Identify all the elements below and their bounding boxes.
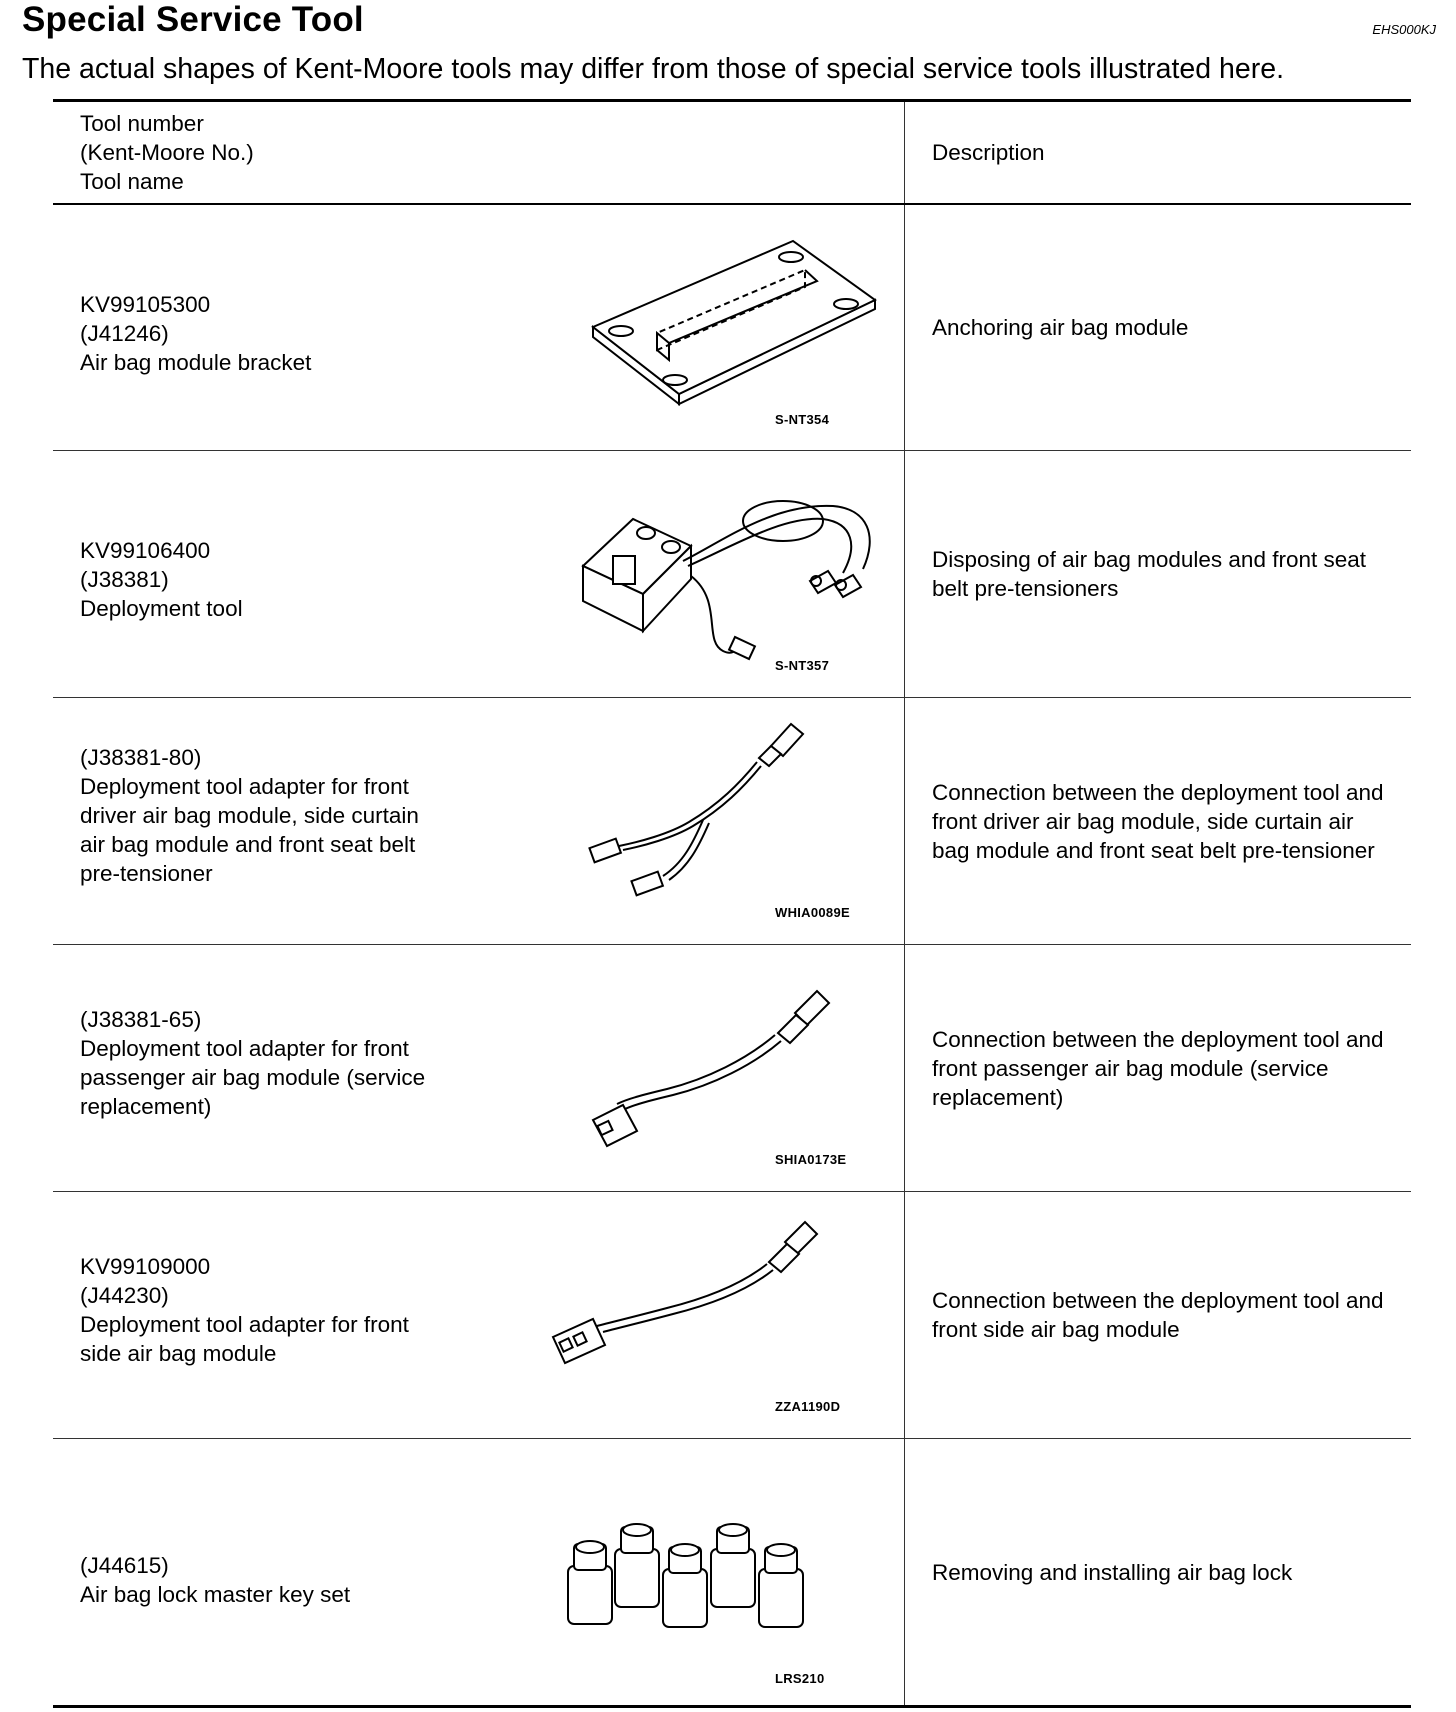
tool-name-line: pre-tensioner: [80, 861, 213, 886]
bracket-plate-icon: [523, 205, 903, 452]
tool-name-line: side air bag module: [80, 1341, 277, 1366]
tool-name: Air bag lock master key set: [80, 1582, 351, 1607]
kent-moore-number: (J38381): [80, 567, 169, 592]
tool-cell: [53, 945, 905, 1192]
header-description-cell: Description: [905, 101, 1412, 204]
page-subtitle: The actual shapes of Kent-Moore tools may differ from those of special service tools illustrated here.: [22, 53, 1285, 85]
figure-code: S-NT357: [775, 658, 830, 673]
deployment-tool-icon: [523, 451, 903, 698]
description-cell: Connection between the deployment tool and front driver air bag module, side curtain air bag module and front seat belt pre-tensioner: [905, 698, 1412, 945]
kent-moore-number: (J41246): [80, 320, 169, 346]
header-tool-line: (Kent-Moore No.): [80, 139, 254, 165]
description-cell: Removing and installing air bag lock: [905, 1439, 1412, 1707]
kent-moore-number: (J38381-65): [80, 1007, 202, 1032]
header-tool-line: Tool number: [80, 110, 204, 136]
description-cell: Connection between the deployment tool and front side air bag module: [905, 1192, 1412, 1439]
tool-name-line: Deployment tool adapter for front: [80, 1312, 409, 1337]
tool-name-line: passenger air bag module (service: [80, 1065, 426, 1090]
kent-moore-number: (J44615): [80, 1553, 169, 1578]
description-cell: Connection between the deployment tool and front passenger air bag module (service replacement): [905, 945, 1412, 1192]
special-service-tool-table: [53, 99, 1411, 1708]
tool-cell: [53, 1192, 905, 1439]
figure-code: ZZA1190D: [775, 1399, 841, 1414]
key-socket-set-icon: [523, 1439, 903, 1707]
figure-code: WHIA0089E: [775, 905, 850, 920]
tool-name-line: air bag module and front seat belt: [80, 832, 416, 857]
description-cell: Anchoring air bag module: [932, 314, 1189, 340]
tool-name-line: replacement): [80, 1094, 212, 1119]
tool-number: KV99109000: [80, 1254, 211, 1279]
tool-name-line: driver air bag module, side curtain: [80, 803, 419, 828]
table-row: [53, 1439, 1411, 1707]
tool-number: KV99105300: [80, 291, 211, 317]
kent-moore-number: (J44230): [80, 1283, 169, 1308]
table-row: [53, 451, 1411, 698]
tool-cell: [53, 204, 905, 451]
table-header-row: [53, 101, 1411, 204]
tool-cell: [53, 451, 905, 698]
table-row: [53, 945, 1411, 1192]
document-id: EHS000KJ: [1372, 22, 1436, 37]
tool-name-line: Deployment tool adapter for front: [80, 1036, 409, 1061]
tool-name: Air bag module bracket: [80, 349, 312, 375]
tool-cell: [53, 1439, 905, 1707]
tool-cell: [53, 698, 905, 945]
tool-name: Deployment tool: [80, 596, 243, 621]
figure-code: SHIA0173E: [775, 1152, 847, 1167]
table-row: [53, 698, 1411, 945]
table-row: [53, 204, 1411, 451]
description-cell: Disposing of air bag modules and front seat belt pre-tensioners: [905, 451, 1412, 698]
tool-number: KV99106400: [80, 538, 211, 563]
header-tool-cell: [53, 101, 905, 204]
header-tool-line: Tool name: [80, 168, 184, 194]
tool-name-line: Deployment tool adapter for front: [80, 774, 409, 799]
kent-moore-number: (J38381-80): [80, 745, 202, 770]
page-title: Special Service Tool: [22, 0, 364, 39]
adapter-harness-icon: [523, 1192, 903, 1439]
figure-code: LRS210: [775, 1671, 825, 1686]
figure-code: S-NT354: [775, 411, 830, 427]
table-row: [53, 1192, 1411, 1439]
